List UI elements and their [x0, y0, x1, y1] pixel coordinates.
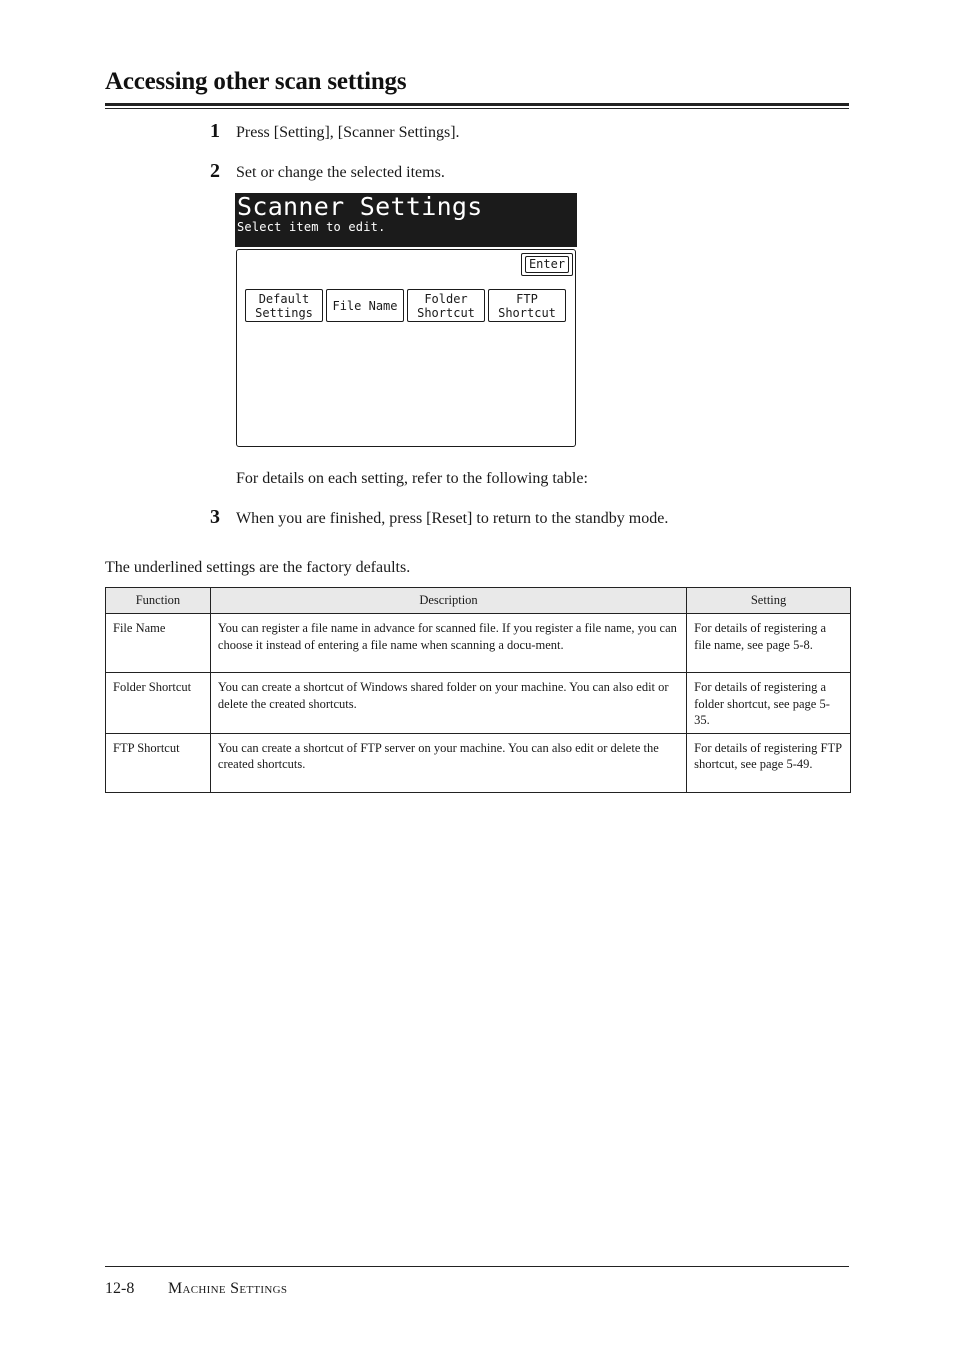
enter-label: Enter [525, 256, 569, 273]
cell-setting: For details of registering FTP shortcut, see page 5-49. [687, 733, 851, 792]
defaults-note: The underlined settings are the factory defaults. [105, 559, 411, 576]
enter-button[interactable] [521, 253, 573, 276]
footer-rule [105, 1266, 849, 1267]
details-text: For details on each setting, refer to the following table: [236, 470, 588, 487]
step-3-text: When you are finished, press [Reset] to return to the standby mode. [236, 510, 669, 527]
page-title: Accessing other scan settings [105, 68, 407, 95]
cell-function: Folder Shortcut [106, 673, 211, 734]
cell-setting: For details of registering a file name, see page 5-8. [687, 614, 851, 673]
lcd-header [235, 193, 577, 247]
table-header-row [106, 588, 851, 614]
step-1-text: Press [Setting], [Scanner Settings]. [236, 124, 460, 141]
header-setting: Setting [687, 588, 851, 614]
folder-shortcut-button[interactable]: Folder Shortcut [407, 289, 485, 322]
table-row [106, 614, 851, 673]
step-1-number: 1 [210, 120, 220, 142]
scanner-settings-screen [235, 193, 577, 448]
header-description: Description [210, 588, 686, 614]
lcd-body [236, 249, 576, 447]
table-row [106, 673, 851, 734]
table-row [106, 733, 851, 792]
title-rule [105, 103, 849, 106]
page-number: 12-8 [105, 1280, 135, 1297]
cell-function: File Name [106, 614, 211, 673]
header-function: Function [106, 588, 211, 614]
cell-description: You can create a shortcut of Windows shared folder on your machine. You can also edit or delete the created shortcuts. [210, 673, 686, 734]
default-settings-button[interactable]: Default Settings [245, 289, 323, 322]
cell-description: You can register a file name in advance for scanned file. If you register a file name, you can choose it instead of entering a file name when scanning a docu-ment. [210, 614, 686, 673]
step-3-number: 3 [210, 506, 220, 528]
cell-description: You can create a shortcut of FTP server on your machine. You can also edit or delete the created shortcuts. [210, 733, 686, 792]
title-rule-thin [105, 108, 849, 109]
cell-setting: For details of registering a folder shortcut, see page 5-35. [687, 673, 851, 734]
lcd-title: Scanner Settings [237, 192, 483, 221]
cell-function: FTP Shortcut [106, 733, 211, 792]
lcd-subtitle: Select item to edit. [237, 220, 386, 234]
file-name-button[interactable]: File Name [326, 289, 404, 322]
section-name: Machine Settings [168, 1280, 288, 1297]
step-2-number: 2 [210, 160, 220, 182]
step-2-text: Set or change the selected items. [236, 164, 445, 181]
settings-table [105, 587, 851, 793]
ftp-shortcut-button[interactable]: FTP Shortcut [488, 289, 566, 322]
